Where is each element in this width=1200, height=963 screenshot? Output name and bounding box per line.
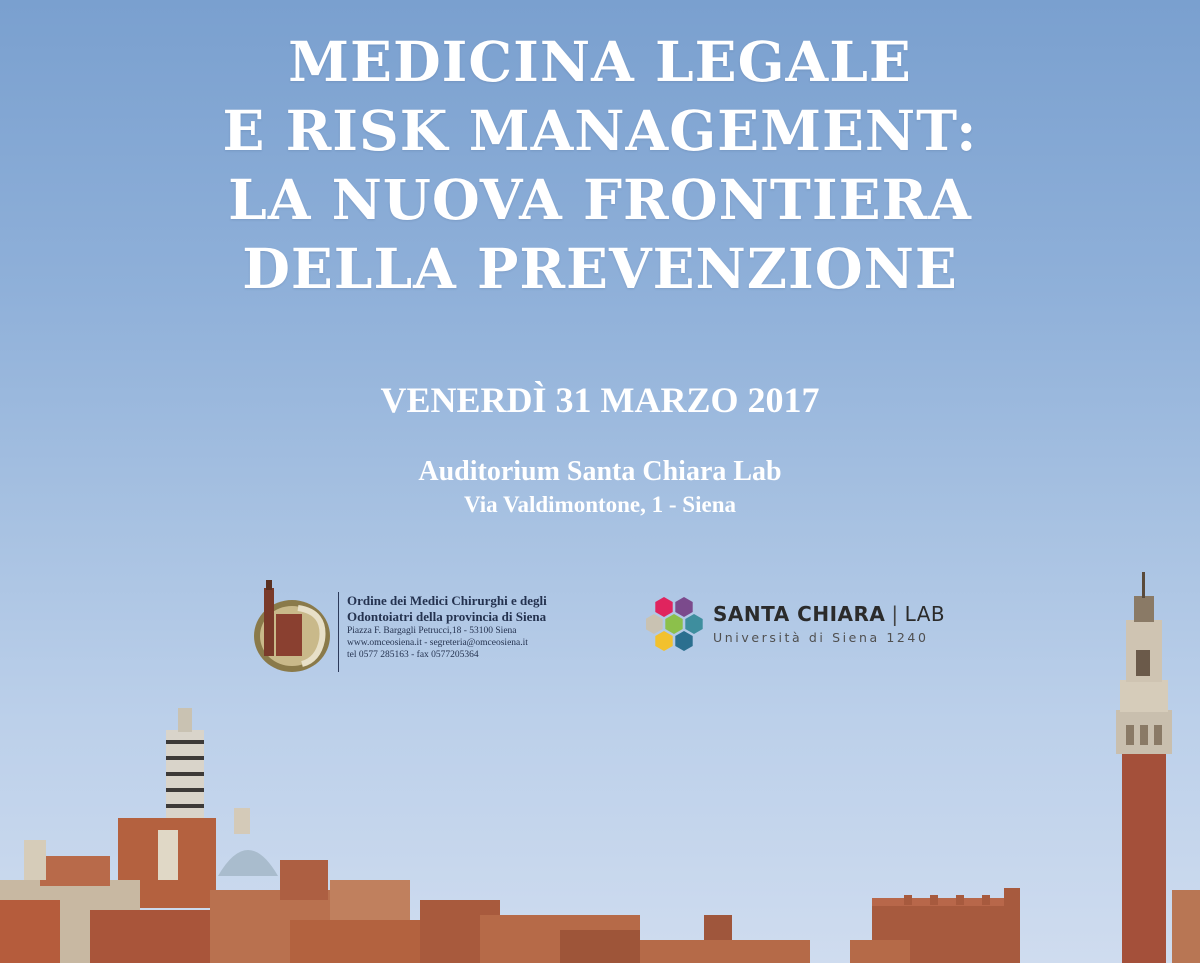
event-venue: Auditorium Santa Chiara Lab xyxy=(418,456,782,487)
hexagon-3 xyxy=(646,614,663,634)
hexagon-cluster-icon xyxy=(646,595,706,661)
dome-lantern xyxy=(234,808,250,834)
hexagon-5 xyxy=(685,614,702,634)
siena-skyline-image xyxy=(0,560,1200,963)
title-line-1: MEDICINA LEGALE xyxy=(288,29,912,94)
left-houses xyxy=(0,840,640,963)
right-building xyxy=(1172,890,1200,963)
ordine-name-line-2: Odontoiatri della provincia di Siena xyxy=(347,609,547,624)
hexagon-7 xyxy=(675,631,692,651)
ordine-emblem-icon xyxy=(250,578,334,674)
santa-chiara-lab-logo xyxy=(646,595,966,661)
ordine-divider xyxy=(338,592,339,672)
ordine-phone: tel 0577 285163 - fax 0577205364 xyxy=(347,650,479,660)
hexagon-2 xyxy=(675,597,692,617)
ordine-medici-logo xyxy=(250,578,590,674)
hexagon-4 xyxy=(665,614,682,634)
event-address: Via Valdimontone, 1 - Siena xyxy=(463,492,736,517)
scl-university: Università di Siena 1240 xyxy=(713,630,929,645)
middle-roofs xyxy=(640,940,810,963)
title-line-2: E RISK MANAGEMENT: xyxy=(222,98,978,163)
ordine-text-block xyxy=(347,593,587,661)
ordine-name-line-1: Ordine dei Medici Chirurghi e degli xyxy=(347,593,547,608)
scl-separator: | xyxy=(891,602,899,626)
hexagon-6 xyxy=(655,631,672,651)
event-date: VENERDÌ 31 MARZO 2017 xyxy=(380,380,820,420)
scl-lab: LAB xyxy=(904,602,946,626)
ordine-street: Piazza F. Bargagli Petrucci,18 - 53100 Siena xyxy=(347,626,517,636)
title-line-3: LA NUOVA FRONTIERA xyxy=(228,167,972,232)
window-arch xyxy=(158,830,178,880)
palazzo-pubblico xyxy=(850,888,1020,963)
hexagon-1 xyxy=(655,597,672,617)
duomo-dome xyxy=(218,850,278,876)
title-line-4: DELLA PREVENZIONE xyxy=(242,236,958,301)
ordine-web: www.omceosiena.it - segreteria@omceosiena.it xyxy=(347,638,528,648)
scl-wordmark xyxy=(713,602,945,626)
torre-del-mangia xyxy=(1116,572,1172,963)
scl-name: SANTA CHIARA xyxy=(713,602,886,626)
